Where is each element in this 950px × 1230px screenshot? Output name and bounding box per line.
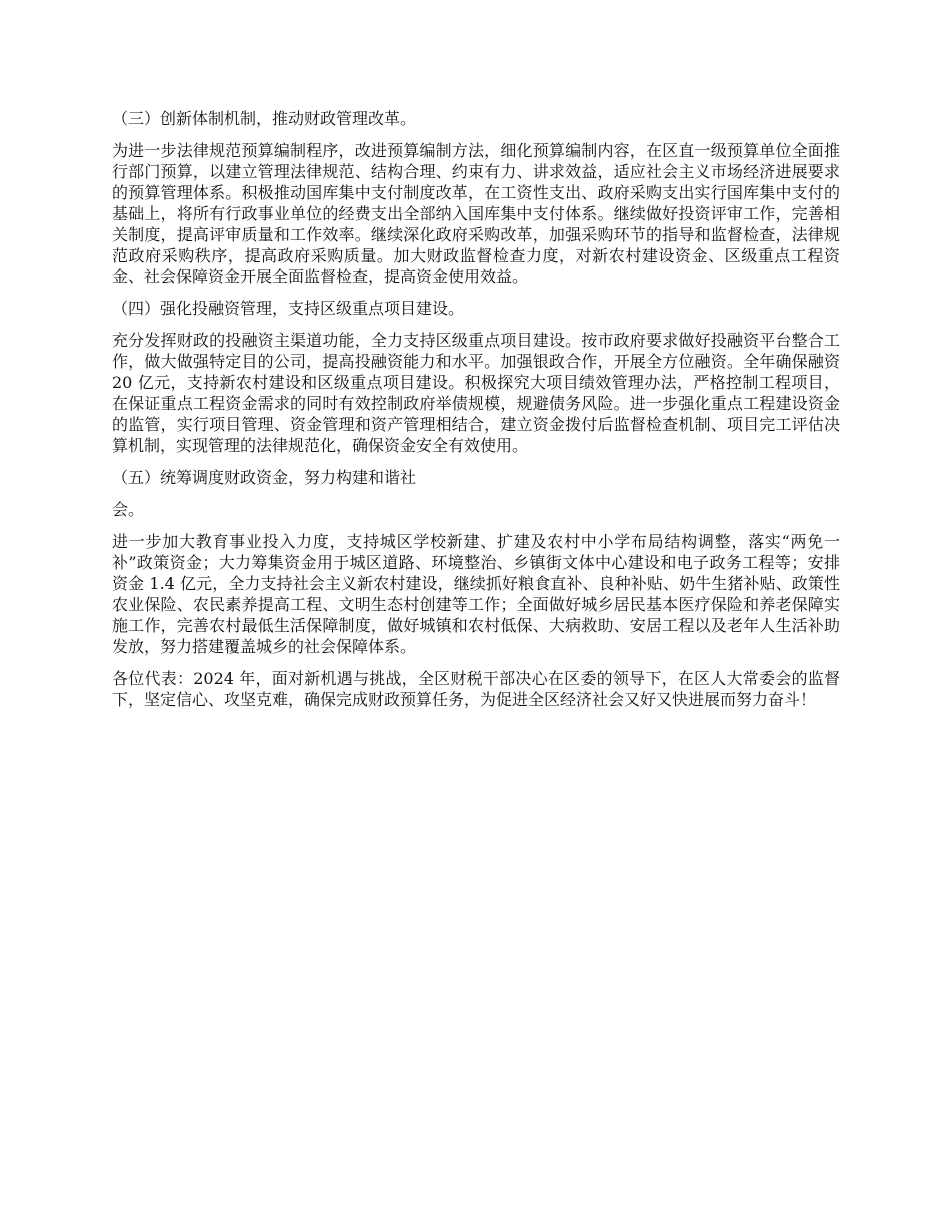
paragraph-budget-reform: 为进一步法律规范预算编制程序，改进预算编制方法，细化预算编制内容，在区直一级预算单位全面推行部门预算，以建立管理法律规范、结构合理、约束有力、讲求效益，适应社会主义市场经济进展要求的预算管理体系。积极推动国库集中支付制度改革，在工资性支出、政府采购支出实行国库集中支付的基础上，将所有行政事业单位的经费支出全部纳入国库集中支付体系。继续做好投资评审工作，完善相关制度，提高评审质量和工作效率。继续深化政府采购改革，加强采购环节的指导和监督检查，法律规范政府采购秩序，提高政府采购质量。加大财政监督检查力度，对新农村建设资金、区级重点工程资金、社会保障资金开展全面监督检查，提高资金使用效益。 (112, 141, 840, 286)
section-heading-5-continued: 会。 (112, 500, 145, 519)
document-page (112, 108, 840, 721)
paragraph-closing-address: 各位代表：2024 年，面对新机遇与挑战，全区财税干部决心在区委的领导下，在区人大常委会的监督下，坚定信心、攻坚克难，确保完成财政预算任务，为促进全区经济社会又好又快进展而努力奋斗！ (112, 669, 840, 709)
paragraph-social-funds: 进一步加大教育事业投入力度，支持城区学校新建、扩建及农村中小学布局结构调整，落实“两免一补”政策资金；大力筹集资金用于城区道路、环境整治、乡镇街文体中心建设和电子政务工程等；安排资金 1.4 亿元，全力支持社会主义新农村建设，继续抓好粮食直补、良种补贴、奶牛生猪补贴、政策性农业保险、农民素养提高工程、文明生态村创建等工作；全面做好城乡居民基本医疗保险和养老保障实施工作，完善农村最低生活保障制度，做好城镇和农村低保、大病救助、安居工程以及老年人生活补助发放，努力搭建覆盖城乡的社会保障体系。 (112, 532, 840, 656)
section-heading-5: （五）统筹调度财政资金，努力构建和谐社 (112, 468, 417, 487)
section-heading-4: （四）强化投融资管理，支持区级重点项目建设。 (112, 299, 465, 318)
paragraph-investment-financing: 充分发挥财政的投融资主渠道功能，全力支持区级重点项目建设。按市政府要求做好投融资平台整合工作，做大做强特定目的公司，提高投融资能力和水平。加强银政合作，开展全方位融资。全年确保融资 20 亿元，支持新农村建设和区级重点项目建设。积极探究大项目绩效管理办法，严格控制工程项目，在保证重点工程资金需求的同时有效控制政府举债规模，规避债务风险。进一步强化重点工程建设资金的监管，实行项目管理、资金管理和资产管理相结合，建立资金拨付后监督检查机制、项目完工评估决算机制，实现管理的法律规范化，确保资金安全有效使用。 (112, 331, 840, 455)
section-heading-3: （三）创新体制机制，推动财政管理改革。 (112, 109, 417, 128)
